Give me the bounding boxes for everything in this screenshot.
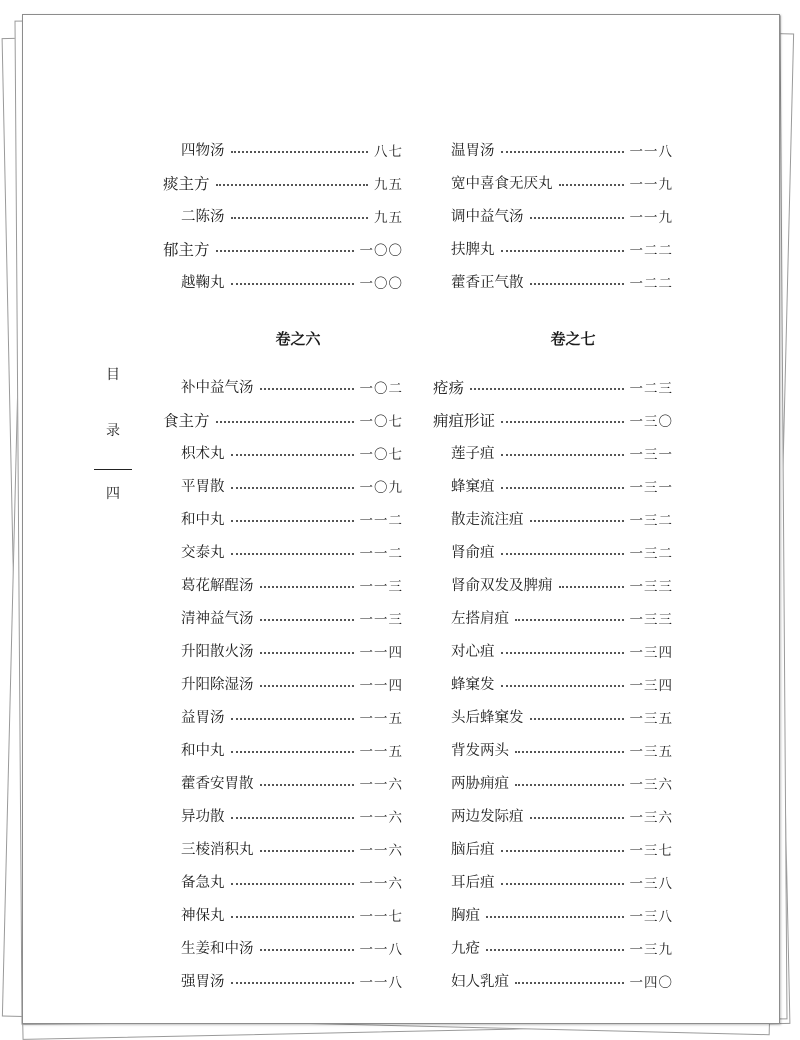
toc-entry (433, 166, 673, 199)
toc-entry-page: 一一八 (359, 974, 403, 991)
toc-entry-title: 脑后疽 (451, 842, 495, 858)
toc-entry-title: 蜂窠疽 (451, 479, 495, 495)
toc-entry-page: 一四〇 (629, 974, 673, 991)
dot-leader (260, 784, 354, 786)
toc-entry (433, 964, 673, 997)
toc-entry-title: 补中益气汤 (181, 380, 254, 396)
dot-leader (216, 250, 354, 252)
toc-entry-page: 一三七 (629, 842, 673, 859)
dot-leader (231, 151, 369, 153)
toc-entry-title: 葛花解酲汤 (181, 578, 254, 594)
toc-entry (163, 436, 403, 469)
dot-leader (260, 850, 354, 852)
toc-entry (433, 733, 673, 766)
dot-leader (515, 619, 624, 621)
dot-leader (231, 283, 354, 285)
dot-leader (216, 421, 354, 423)
dot-leader (216, 184, 368, 186)
dot-leader (501, 553, 624, 555)
toc-column-left (163, 133, 403, 997)
dot-leader (530, 520, 624, 522)
toc-entry-page: 一三二 (629, 512, 673, 529)
toc-entry-page: 一一五 (359, 710, 403, 727)
toc-entry-title: 四物汤 (181, 143, 225, 159)
toc-entry-title: 强胃汤 (181, 974, 225, 990)
dot-leader (260, 388, 354, 390)
toc-entry (433, 502, 673, 535)
toc-entry-page: 一三三 (629, 611, 673, 628)
toc-entry-title: 妇人乳疽 (451, 974, 509, 990)
toc-entry-page: 一一四 (359, 644, 403, 661)
dot-leader (231, 520, 354, 522)
toc-entry-title: 头后蜂窠发 (451, 710, 524, 726)
toc-entry-title: 蜂窠发 (451, 677, 495, 693)
toc-entry-title: 越鞠丸 (181, 275, 225, 291)
dot-leader (515, 784, 624, 786)
toc-entry (163, 634, 403, 667)
toc-entry-page: 一〇〇 (359, 275, 403, 292)
toc-entry (163, 799, 403, 832)
toc-entry-title: 和中丸 (181, 512, 225, 528)
toc-entry-page: 一一六 (359, 809, 403, 826)
toc-entry (433, 898, 673, 931)
dot-leader (260, 619, 354, 621)
dot-leader (530, 817, 624, 819)
toc-entry-page: 一三六 (629, 809, 673, 826)
toc-entry-page: 一一四 (359, 677, 403, 694)
toc-entry-page: 一三九 (629, 941, 673, 958)
dot-leader (260, 685, 354, 687)
toc-entry (163, 931, 403, 964)
toc-entry-page: 一三三 (629, 578, 673, 595)
toc-entry-title: 交泰丸 (181, 545, 225, 561)
dot-leader (231, 553, 354, 555)
toc-entry (433, 133, 673, 166)
toc-entry-page: 一二二 (629, 242, 673, 259)
toc-entry-page: 一〇〇 (359, 242, 403, 259)
volume-heading: 卷之六 (275, 329, 321, 348)
toc-entry (163, 667, 403, 700)
toc-entry (163, 535, 403, 568)
dot-leader (530, 217, 624, 219)
dot-leader (559, 184, 624, 186)
toc-entry-title: 温胃汤 (451, 143, 495, 159)
toc-entry-title: 扶脾丸 (451, 242, 495, 258)
toc-entry (163, 733, 403, 766)
toc-entry-page: 一三二 (629, 545, 673, 562)
toc-list (433, 133, 673, 298)
toc-entry-title: 益胃汤 (181, 710, 225, 726)
toc-entry-page: 九五 (374, 209, 403, 226)
toc-entry (433, 403, 673, 436)
dot-leader (501, 883, 624, 885)
sidebar-divider (94, 469, 132, 470)
toc-entry-title: 平胃散 (181, 479, 225, 495)
toc-entry (433, 535, 673, 568)
volume-heading: 卷之七 (550, 329, 596, 348)
toc-entry-page: 一三八 (629, 875, 673, 892)
toc-entry-title: 耳后疽 (451, 875, 495, 891)
toc-entry (163, 568, 403, 601)
toc-entry-page: 一三八 (629, 908, 673, 925)
dot-leader (501, 151, 624, 153)
dot-leader (501, 487, 624, 489)
dot-leader (231, 718, 354, 720)
sidebar-char: 目 (106, 367, 120, 383)
toc-entry-page: 一一三 (359, 578, 403, 595)
toc-entry-page: 一一五 (359, 743, 403, 760)
toc-entry-title: 两边发际疽 (451, 809, 524, 825)
toc-entry-title: 枳术丸 (181, 446, 225, 462)
dot-leader (501, 421, 623, 423)
dot-leader (231, 217, 369, 219)
toc-entry (163, 133, 403, 166)
toc-entry (163, 370, 403, 403)
toc-entry-title: 疮疡 (433, 378, 465, 397)
page-sidebar (93, 365, 133, 510)
toc-entry-page: 一三五 (629, 710, 673, 727)
toc-entry-title: 两胁痈疽 (451, 776, 509, 792)
dot-leader (501, 685, 624, 687)
toc-entry-title: 神保丸 (181, 908, 225, 924)
toc-entry (433, 199, 673, 232)
dot-leader (515, 751, 624, 753)
toc-entry-page: 一〇七 (359, 413, 403, 430)
toc-entry-title: 肾俞疽 (451, 545, 495, 561)
toc-list (163, 370, 403, 997)
toc-entry-page: 一一九 (629, 209, 673, 226)
toc-entry (433, 931, 673, 964)
toc-entry-title: 二陈汤 (181, 209, 225, 225)
toc-entry (163, 403, 403, 436)
toc-entry-title: 调中益气汤 (451, 209, 524, 225)
toc-entry-title: 备急丸 (181, 875, 225, 891)
toc-entry-page: 一三五 (629, 743, 673, 760)
toc-entry-page: 九五 (374, 176, 403, 193)
toc-entry (163, 964, 403, 997)
toc-entry (163, 865, 403, 898)
dot-leader (515, 982, 624, 984)
sidebar-char: 录 (106, 423, 120, 439)
toc-entry-page: 八七 (374, 143, 403, 160)
dot-leader (501, 850, 624, 852)
toc-entry-title: 清神益气汤 (181, 611, 254, 627)
dot-leader (501, 652, 624, 654)
toc-entry-page: 一一六 (359, 875, 403, 892)
toc-entry-title: 莲子疽 (451, 446, 495, 462)
dot-leader (470, 388, 623, 390)
dot-leader (231, 916, 354, 918)
toc-entry-title: 左搭肩疽 (451, 611, 509, 627)
dot-leader (501, 454, 624, 456)
toc-entry-page: 一三一 (629, 479, 673, 496)
toc-entry (433, 634, 673, 667)
dot-leader (231, 982, 354, 984)
toc-entry-page: 一一七 (359, 908, 403, 925)
toc-list (433, 370, 673, 997)
document-page (22, 14, 780, 1024)
toc-entry-page: 一三一 (629, 446, 673, 463)
dot-leader (260, 949, 354, 951)
toc-entry-title: 升阳除湿汤 (181, 677, 254, 693)
toc-entry (163, 601, 403, 634)
toc-entry-title: 三棱消积丸 (181, 842, 254, 858)
dot-leader (231, 751, 354, 753)
toc-entry-title: 散走流注疽 (451, 512, 524, 528)
toc-entry (433, 370, 673, 403)
toc-entry (433, 865, 673, 898)
page-number: 四 (106, 486, 120, 502)
toc-entry-page: 一二二 (629, 275, 673, 292)
dot-leader (530, 718, 624, 720)
toc-entry-title: 痈疽形证 (433, 411, 496, 430)
toc-entry (163, 265, 403, 298)
toc-entry-title: 郁主方 (163, 240, 210, 259)
dot-leader (260, 652, 354, 654)
toc-entry (433, 766, 673, 799)
dot-leader (559, 586, 624, 588)
toc-entry-page: 一三四 (629, 677, 673, 694)
toc-entry-page: 一〇九 (359, 479, 403, 496)
toc-entry-page: 一一八 (629, 143, 673, 160)
toc-entry (433, 265, 673, 298)
toc-entry (163, 766, 403, 799)
toc-entry-title: 食主方 (163, 411, 210, 430)
toc-entry-page: 一三六 (629, 776, 673, 793)
toc-entry-page: 一一二 (359, 512, 403, 529)
dot-leader (231, 454, 354, 456)
toc-entry-title: 藿香安胃散 (181, 776, 254, 792)
dot-leader (530, 283, 624, 285)
toc-entry (433, 232, 673, 265)
toc-entry (163, 898, 403, 931)
toc-entry-title: 藿香正气散 (451, 275, 524, 291)
toc-entry (433, 436, 673, 469)
toc-entry-title: 痰主方 (163, 174, 210, 193)
toc-entry (163, 832, 403, 865)
dot-leader (486, 949, 624, 951)
dot-leader (486, 916, 624, 918)
toc-entry (163, 502, 403, 535)
toc-entry-title: 九疮 (451, 941, 480, 957)
dot-leader (231, 883, 354, 885)
toc-entry-page: 一一二 (359, 545, 403, 562)
toc-list (163, 133, 403, 298)
toc-entry (433, 667, 673, 700)
toc-entry-page: 一三〇 (629, 413, 673, 430)
dot-leader (231, 817, 354, 819)
toc-entry-title: 生姜和中汤 (181, 941, 254, 957)
toc-entry-title: 和中丸 (181, 743, 225, 759)
dot-leader (260, 586, 354, 588)
toc-column-right (433, 133, 673, 997)
toc-entry (433, 700, 673, 733)
toc-entry-page: 一一六 (359, 776, 403, 793)
toc-entry-title: 宽中喜食无厌丸 (451, 176, 553, 192)
toc-entry-title: 升阳散火汤 (181, 644, 254, 660)
toc-entry (163, 232, 403, 265)
toc-entry (163, 469, 403, 502)
dot-leader (501, 250, 624, 252)
toc-entry-page: 一三四 (629, 644, 673, 661)
toc-entry-page: 一二三 (629, 380, 673, 397)
toc-entry (163, 166, 403, 199)
toc-entry (163, 199, 403, 232)
toc-entry (433, 601, 673, 634)
toc-entry-page: 一〇七 (359, 446, 403, 463)
toc-entry (433, 568, 673, 601)
toc-entry-title: 背发两头 (451, 743, 509, 759)
toc-entry-page: 一〇二 (359, 380, 403, 397)
toc-entry (433, 832, 673, 865)
toc-entry-page: 一一三 (359, 611, 403, 628)
toc-entry-page: 一一八 (359, 941, 403, 958)
toc-entry-title: 异功散 (181, 809, 225, 825)
toc-entry-title: 胸疽 (451, 908, 480, 924)
toc-entry-title: 对心疽 (451, 644, 495, 660)
toc-entry (433, 799, 673, 832)
toc-entry-page: 一一六 (359, 842, 403, 859)
dot-leader (231, 487, 354, 489)
toc-entry-title: 肾俞双发及脾痈 (451, 578, 553, 594)
toc-entry (163, 700, 403, 733)
toc-entry-page: 一一九 (629, 176, 673, 193)
toc-entry (433, 469, 673, 502)
